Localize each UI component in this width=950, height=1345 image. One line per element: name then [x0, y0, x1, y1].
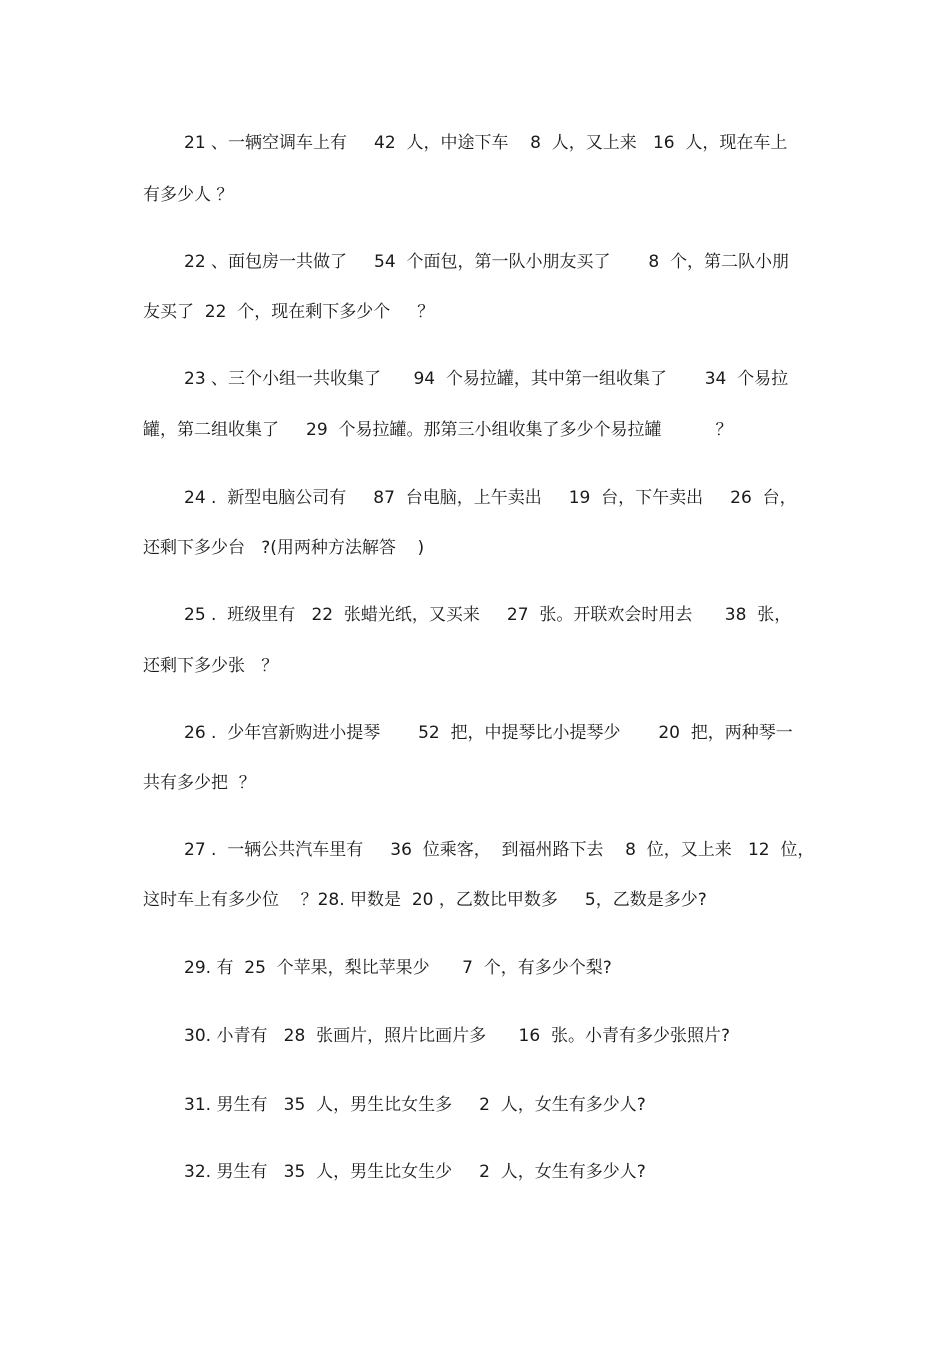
problem-24-line-1: 24 . 新型电脑公司有 87 台电脑，上午卖出 19 台，下午卖出 26 台，: [184, 488, 797, 508]
problem-22-line-1: 22 、面包房一共做了 54 个面包，第一队小朋友买了 8 个，第二队小朋: [184, 252, 789, 272]
problem-32: 32. 男生有 35 人，男生比女生少 2 人，女生有多少人?: [184, 1162, 646, 1182]
problem-27-line-1: 27 . 一辆公共汽车里有 36 位乘客， 到福州路下去 8 位，又上来 12 位，: [184, 840, 815, 860]
problem-26-line-2: 共有多少把 ？: [143, 773, 256, 793]
problem-29: 29. 有 25 个苹果，梨比苹果少 7 个，有多少个梨?: [184, 958, 612, 978]
problem-25-line-2: 还剩下多少张 ？: [143, 656, 279, 676]
problem-21-line-2: 有多少人 ？: [143, 185, 234, 205]
problem-23-line-2: 罐，第二组收集了 29 个易拉罐。那第三小组收集了多少个易拉罐 ？: [143, 420, 733, 440]
problem-26-line-1: 26 . 少年宫新购进小提琴 52 把，中提琴比小提琴少 20 把，两种琴一: [184, 723, 793, 743]
problem-22-line-2: 友买了 22 个，现在剩下多少个 ？: [143, 302, 435, 322]
problem-27-28-line-2: 这时车上有多少位 ？28. 甲数是 20 ，乙数比甲数多 5，乙数是多少?: [143, 890, 707, 910]
problem-21-line-1: 21 、一辆空调车上有 42 人，中途下车 8 人，又上来 16 人，现在车上: [184, 133, 788, 153]
problem-23-line-1: 23 、三个小组一共收集了 94 个易拉罐，其中第一组收集了 34 个易拉: [184, 369, 789, 389]
problem-25-line-1: 25 . 班级里有 22 张蜡光纸，又买来 27 张。开联欢会时用去 38 张，: [184, 605, 792, 625]
problem-24-line-2: 还剩下多少台 ?(用两种方法解答 ): [143, 538, 425, 558]
problem-31: 31. 男生有 35 人，男生比女生多 2 人，女生有多少人?: [184, 1095, 646, 1115]
problem-30: 30. 小青有 28 张画片，照片比画片多 16 张。小青有多少张照片?: [184, 1026, 730, 1046]
